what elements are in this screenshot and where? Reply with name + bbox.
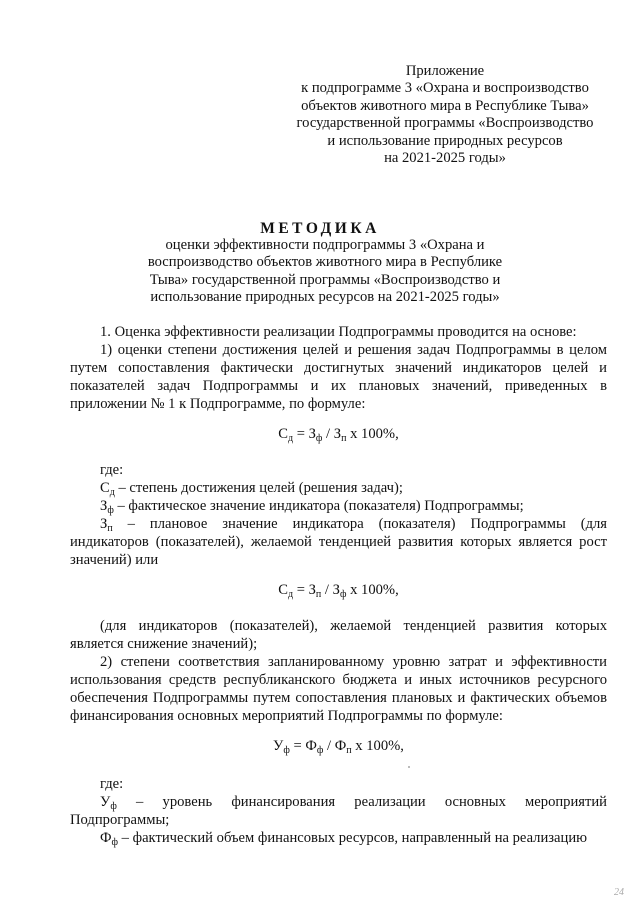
- def-symbol: З: [100, 498, 108, 514]
- formula-subscript: ф: [339, 589, 347, 600]
- def-subscript: п: [107, 523, 113, 534]
- document-body: [70, 323, 607, 847]
- definition-zp: [70, 515, 607, 569]
- def-symbol: С: [100, 480, 110, 496]
- subtitle-line: использование природных ресурсов на 2021-2025 годы»: [150, 289, 500, 306]
- formula-symbol: / Ф: [323, 738, 347, 754]
- definition-uf: [70, 793, 607, 829]
- scan-speck: [408, 766, 410, 768]
- formula-symbol: У: [273, 738, 284, 754]
- where-label: где:: [100, 776, 124, 792]
- paragraph-2: 1) оценки степени достижения целей и решения задач Подпрограммы в целом путем сопоставления фактически достигнутых значений индикаторов целей и показателей задач Подпрограммы и их плановых значений, приведенных в приложении № 1 к Подпрограмме, по формуле:: [70, 342, 607, 412]
- appendix-line: объектов животного мира в Республике Тыва»: [301, 97, 589, 114]
- formula-subscript: ф: [283, 745, 290, 756]
- def-text: – фактическое значение индикатора (показателя) Подпрограммы;: [113, 498, 524, 514]
- document-subtitle: [130, 237, 520, 307]
- subtitle-line: оценки эффективности подпрограммы 3 «Охрана и: [165, 237, 485, 253]
- formula-symbol: = Ф: [289, 738, 317, 754]
- document-title: МЕТОДИКА: [260, 220, 380, 237]
- appendix-line: Приложение: [405, 63, 485, 79]
- definition-zf: [70, 497, 607, 515]
- subtitle-line: воспроизводство объектов животного мира в Республике: [147, 254, 503, 271]
- subtitle-line: Тыва» государственной программы «Воспроизводство и: [149, 271, 501, 288]
- formula-symbol: / З: [322, 426, 342, 442]
- def-symbol: У: [100, 794, 111, 810]
- def-symbol: З: [100, 516, 108, 532]
- def-text: – фактический объем финансовых ресурсов, направленный на реализацию: [118, 830, 588, 846]
- def-symbol: Ф: [100, 830, 112, 846]
- appendix-line: и использование природных ресурсов: [327, 132, 563, 149]
- formula-subscript: п: [315, 589, 322, 600]
- formula-subscript: п: [346, 745, 352, 756]
- def-text: – степень достижения целей (решения задач);: [114, 480, 403, 496]
- paragraph-1: 1. Оценка эффективности реализации Подпрограммы проводится на основе:: [100, 324, 577, 340]
- appendix-line: государственной программы «Воспроизводство: [296, 115, 594, 132]
- formula-symbol: = З: [293, 582, 316, 598]
- def-subscript: ф: [111, 837, 119, 848]
- appendix-line: на 2021-2025 годы»: [384, 150, 506, 167]
- formula-financing: [70, 737, 607, 755]
- page-number: 24: [614, 887, 624, 898]
- formula-achievement: [70, 425, 607, 443]
- def-subscript: д: [109, 487, 115, 498]
- formula-symbol: x 100%,: [346, 582, 399, 598]
- formula-achievement-inverse: [70, 581, 607, 599]
- formula-subscript: д: [287, 589, 294, 600]
- formula-subscript: ф: [316, 745, 324, 756]
- def-text: – уровень финансирования реализации основных мероприятий Подпрограммы;: [70, 794, 607, 828]
- where-label: где:: [100, 462, 124, 478]
- def-subscript: ф: [107, 505, 114, 516]
- def-text: – плановое значение индикатора (показателя) Подпрограммы (для индикаторов (показателей), желаемой тенденцией развития которых является рост значений) или: [70, 516, 607, 568]
- formula-subscript: п: [341, 433, 347, 444]
- formula-symbol: / З: [321, 582, 340, 598]
- formula-symbol: = З: [293, 426, 316, 442]
- def-subscript: ф: [110, 801, 117, 812]
- formula-symbol: С: [278, 582, 288, 598]
- formula-subscript: ф: [315, 433, 323, 444]
- formula-symbol: С: [278, 426, 288, 442]
- paragraph-3: (для индикаторов (показателей), желаемой тенденцией развития которых является снижение значений);: [70, 618, 607, 652]
- formula-subscript: д: [287, 433, 294, 444]
- definition-ff: [70, 829, 607, 847]
- definition-sd: [70, 479, 607, 497]
- paragraph-4: 2) степени соответствия запланированному уровню затрат и эффективности использования средств республиканского бюджета и иных источников ресурсного обеспечения Подпрограммы путем сопоставления плановых и фактических объемов финансирования основных мероприятий Подпрограммы по формуле:: [70, 654, 607, 724]
- formula-symbol: x 100%,: [346, 426, 399, 442]
- appendix-line: к подпрограмме 3 «Охрана и воспроизводство: [301, 80, 589, 97]
- formula-symbol: x 100%,: [351, 738, 404, 754]
- appendix-header: [280, 63, 610, 167]
